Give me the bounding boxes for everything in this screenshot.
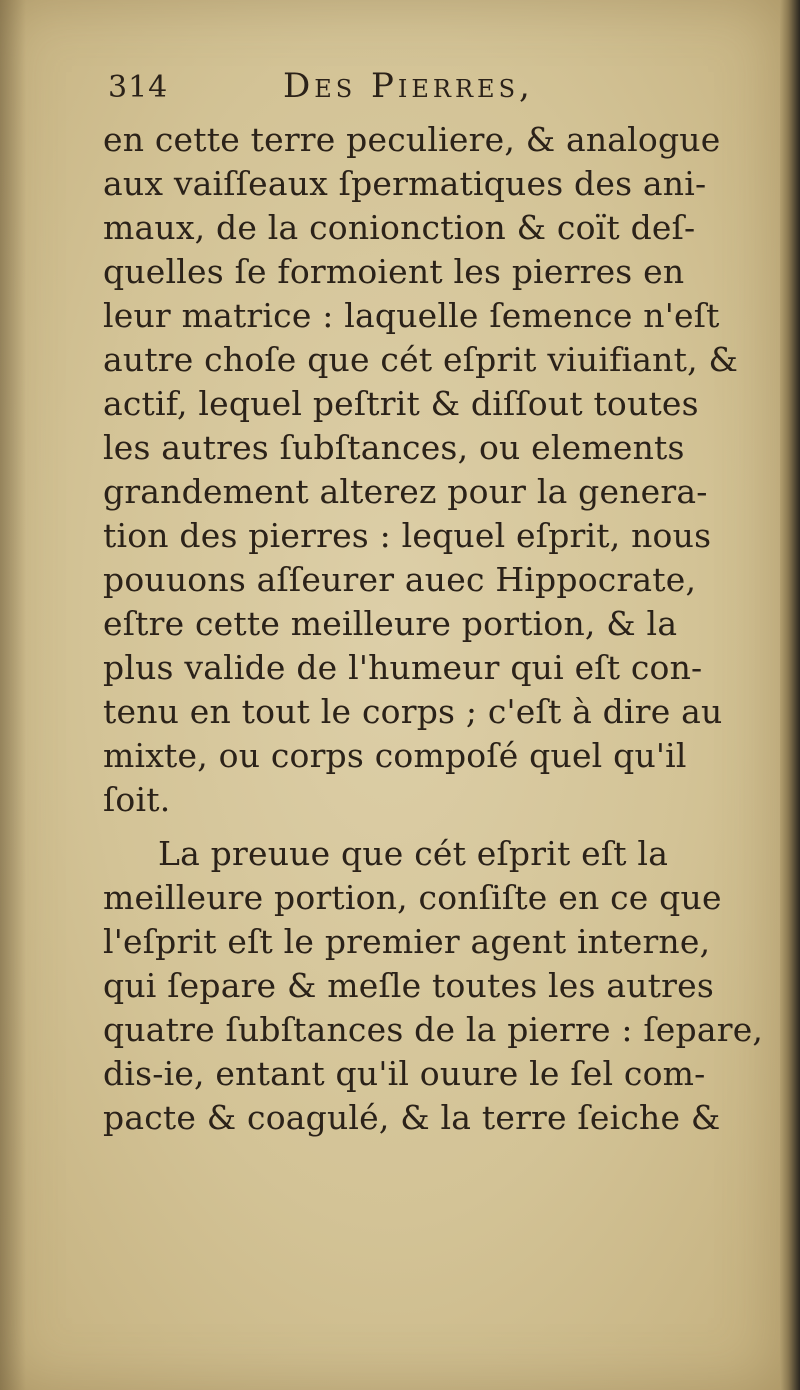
running-title: Des Pierres,: [283, 66, 534, 106]
text-line: en cette terre peculiere, & analogue: [103, 120, 721, 159]
text-line: les autres ſubſtances, ou elements: [103, 428, 685, 467]
text-line: l'eſprit eſt le premier agent interne,: [103, 922, 711, 961]
page-number: 314: [108, 70, 169, 105]
text-line: grandement alterez pour la genera-: [103, 472, 708, 511]
text-line: quatre ſubſtances de la pierre : ſepare,: [103, 1010, 764, 1049]
text-line: aux vaiſſeaux ſpermatiques des ani-: [103, 164, 707, 203]
text-line: dis-ie, entant qu'il ouure le ſel com-: [103, 1054, 706, 1093]
gutter-shadow: [0, 0, 26, 1390]
text-line: tenu en tout le corps ; c'eſt à dire au: [103, 692, 723, 731]
text-line: tion des pierres : lequel eſprit, nous: [103, 516, 712, 555]
text-line: actif, lequel peſtrit & diſſout toutes: [103, 384, 699, 423]
page-edge: [780, 0, 800, 1390]
text-line: plus valide de l'humeur qui eſt con-: [103, 648, 703, 687]
page-header: [108, 60, 708, 110]
text-line: eſtre cette meilleure portion, & la: [103, 604, 678, 643]
text-line: maux, de la conionction & coït deſ-: [103, 208, 696, 247]
text-line: ſoit.: [103, 780, 171, 819]
text-line: pouuons aſſeurer auec Hippocrate,: [103, 560, 697, 599]
text-line: mixte, ou corps compoſé quel qu'il: [103, 736, 687, 775]
text-line: quelles ſe formoient les pierres en: [103, 252, 685, 291]
text-line: pacte & coagulé, & la terre ſeiche &: [103, 1098, 721, 1137]
text-line: meilleure portion, conſiſte en ce que: [103, 878, 722, 917]
text-line: leur matrice : laquelle ſemence n'eſt: [103, 296, 720, 335]
text-line: autre choſe que cét eſprit viuifiant, &: [103, 340, 739, 379]
text-line: qui ſepare & meſle toutes les autres: [103, 966, 714, 1005]
paragraph-first-line: La preuue que cét eſprit eſt la: [158, 834, 669, 873]
